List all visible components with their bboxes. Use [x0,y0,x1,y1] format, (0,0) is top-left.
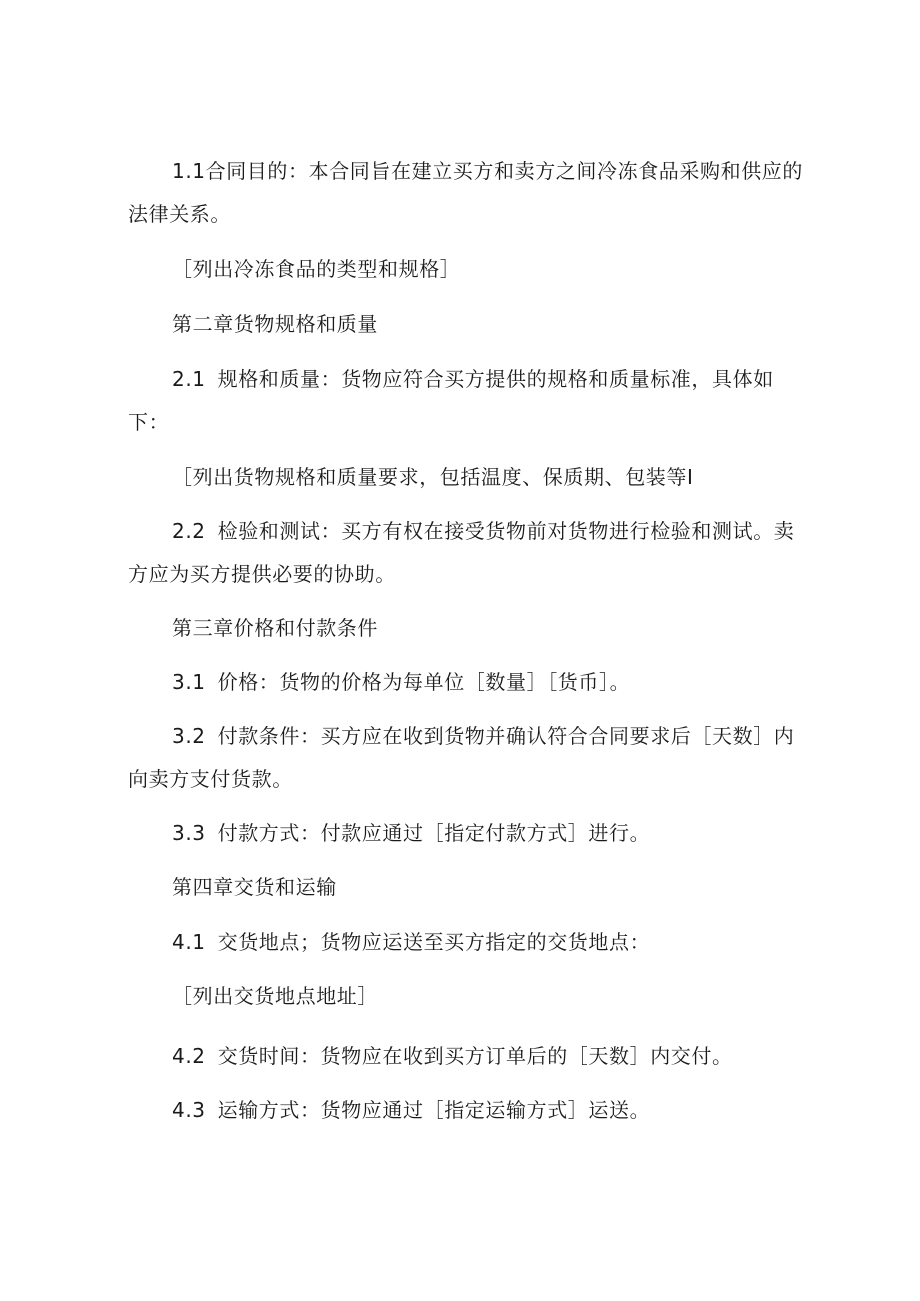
clause-text: 交货时间：货物应在收到买方订单后的［天数］内交付。 [217,1044,733,1068]
clause-text: 检验和测试：买方有权在接受货物前对货物进行检验和测试。卖 [217,519,795,543]
placeholder-food-types: ［列出冷冻食品的类型和规格］ [172,257,461,281]
chapter-3-title: 第三章价格和付款条件 [172,616,378,640]
clause-4-3 [172,1097,650,1123]
placeholder-address: ［列出交货地点地址］ [172,984,378,1008]
clause-number: 4.2 [172,1044,206,1068]
clause-text: 价格：货物的价格为每单位［数量］［货币］。 [217,670,631,694]
clause-1-1-line-2: 法律关系。 [128,202,231,226]
clause-2-2-line-1 [172,518,794,544]
clause-number: 2.1 [172,367,206,391]
clause-number: 3.1 [172,670,206,694]
clause-number: 4.1 [172,930,206,954]
clause-3-2-line-2: 向卖方支付货款。 [128,767,293,791]
clause-text: 规格和质量：货物应符合买方提供的规格和质量标准，具体如 [217,367,774,391]
chapter-2-title: 第二章货物规格和质量 [172,312,378,336]
clause-number: 3.3 [172,821,206,845]
clause-number: 3.2 [172,724,206,748]
clause-4-1 [172,929,650,955]
clause-text: 交货地点；货物应运送至买方指定的交货地点： [217,930,651,954]
clause-text: 付款条件：买方应在收到货物并确认符合合同要求后［天数］内 [217,724,795,748]
clause-4-2 [172,1043,733,1069]
clause-3-1 [172,669,630,695]
clause-text: 运输方式：货物应通过［指定运输方式］运送。 [217,1098,651,1122]
clause-3-2-line-1 [172,723,794,749]
clause-2-1-line-1 [172,366,774,392]
clause-3-3 [172,820,650,846]
clause-1-1-line-1: 1.1合同目的：本合同旨在建立买方和卖方之间冷冻食品采购和供应的 [172,159,804,183]
chapter-4-title: 第四章交货和运输 [172,875,337,899]
placeholder-specs: ［列出货物规格和质量要求，包括温度、保质期、包装等I [172,465,694,489]
clause-text: 付款方式：付款应通过［指定付款方式］进行。 [217,821,651,845]
clause-2-1-line-2: 下： [128,410,170,434]
clause-number: 4.3 [172,1098,206,1122]
clause-number: 2.2 [172,519,206,543]
clause-2-2-line-2: 方应为买方提供必要的协助。 [128,562,396,586]
